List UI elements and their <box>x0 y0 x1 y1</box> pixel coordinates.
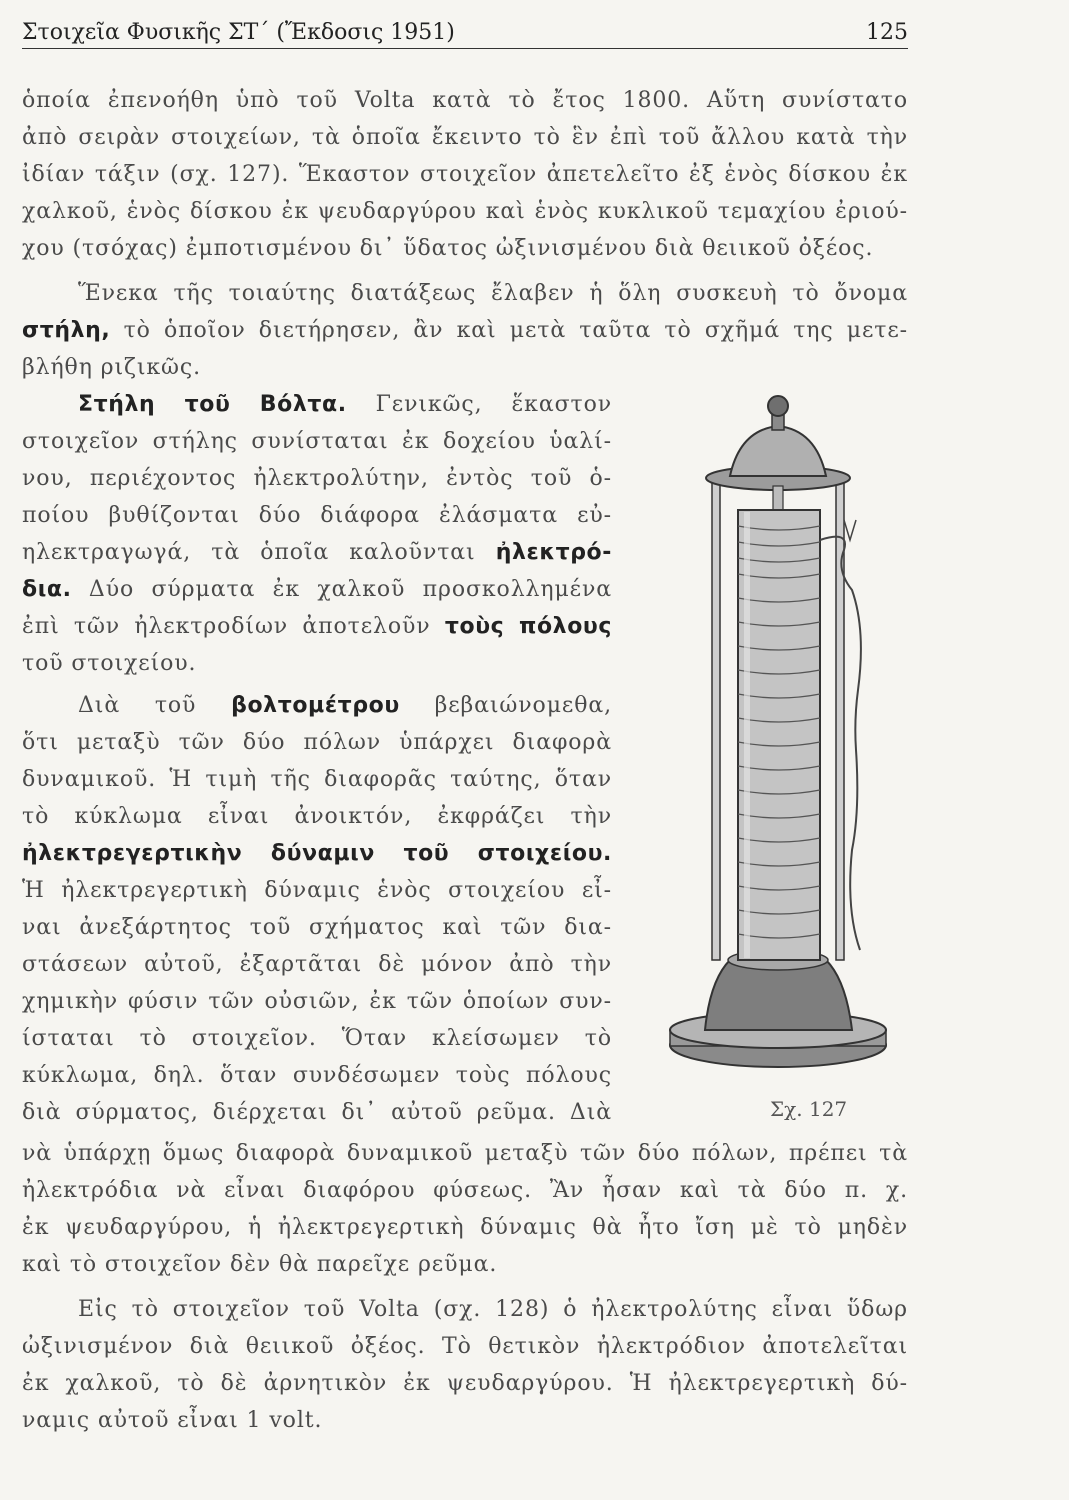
text-line: ἐκ ψευδαργύρου, ἡ ἠλεκτρεγερτικὴ δύναμις θὰ ἦτο ἴση μὲ τὸ μηδὲν <box>22 1215 908 1240</box>
text-line <box>22 614 612 640</box>
text-line: δυναμικοῦ. Ἡ τιμὴ τῆς διαφορᾶς ταύτης, ὅταν <box>22 767 612 792</box>
text-line: τὸ κύκλωμα εἶναι ἀνοικτόν, ἐκφράζει τὴν <box>22 804 612 829</box>
text-line <box>22 540 612 566</box>
text-line: Εἰς τὸ στοιχεῖον τοῦ Volta (σχ. 128) ὁ ἠλεκτρολύτης εἶναι ὕδωρ <box>78 1297 908 1322</box>
bold-term: δια. <box>22 577 72 602</box>
text-line: ποίου βυθίζονται δύο διάφορα ἐλάσματα εὐ- <box>22 503 612 528</box>
text-run: Διὰ τοῦ <box>78 693 232 718</box>
text-line: ὅτι μεταξὺ τῶν δύο πόλων ὑπάρχει διαφορὰ <box>22 730 612 755</box>
text-run: βεβαιώνομεθα, <box>399 693 612 718</box>
text-line <box>22 693 612 719</box>
text-line <box>22 577 612 603</box>
bold-term: ἠλεκτρό- <box>495 540 612 565</box>
bold-term: στήλη, <box>22 318 111 343</box>
figure-caption: Σχ. 127 <box>770 1097 848 1121</box>
text-line: Ἕνεκα τῆς τοιαύτης διατάξεως ἔλαβεν ἡ ὅλη συσκευὴ τὸ ὄνομα <box>78 281 908 306</box>
volta-pile-illustration <box>660 390 900 1090</box>
text-line: διὰ σύρματος, διέρχεται δι᾿ αὐτοῦ ρεῦμα. Διὰ <box>22 1100 612 1125</box>
pile-top-knob <box>768 396 788 416</box>
section-heading: Στήλη τοῦ Βόλτα. <box>78 392 347 417</box>
text-run: ηλεκτραγωγά, τὰ ὁποῖα καλοῦνται <box>22 540 496 565</box>
text-line: Ἡ ἠλεκτρεγερτικὴ δύναμις ἑνὸς στοιχείου εἶ- <box>22 878 612 903</box>
text-line: βλήθη ριζικῶς. <box>22 355 201 380</box>
text-line: στοιχεῖον στήλης συνίσταται ἐκ δοχείου ὑαλί- <box>22 429 612 454</box>
text-line: ἰδίαν τάξιν (σχ. 127). Ἕκαστον στοιχεῖον ἀπετελεῖτο ἐξ ἑνὸς δίσκου ἐκ <box>22 162 908 187</box>
text-line: χαλκοῦ, ἑνὸς δίσκου ἐκ ψευδαργύρου καὶ ἑνὸς κυκλικοῦ τεμαχίου ἐριού- <box>22 199 908 224</box>
running-title: Στοιχεῖα Φυσικῆς ΣΤ΄ (Ἔκδοσις 1951) <box>22 20 455 45</box>
bold-term: τοὺς πόλους <box>444 614 613 639</box>
text-run: Γενικῶς, ἕκαστον <box>346 392 612 417</box>
text-line: τοῦ στοιχείου. <box>22 651 197 676</box>
text-line: ναμις αὐτοῦ εἶναι 1 volt. <box>22 1408 323 1433</box>
text-line: ἀπὸ σειρὰν στοιχείων, τὰ ὁποῖα ἔκειντο τὸ ἓν ἐπὶ τοῦ ἄλλου κατὰ τὴν <box>22 125 908 150</box>
pile-rod-left <box>712 480 720 960</box>
text-line: ίσταται τὸ στοιχεῖον. Ὅταν κλείσωμεν τὸ <box>22 1026 612 1051</box>
text-run: ἐπὶ τῶν ἠλεκτροδίων ἀποτελοῦν <box>22 614 445 639</box>
text-line: ὠξινισμένον διὰ θειικοῦ ὀξέος. Τὸ θετικὸν ἠλεκτρόδιον ἀποτελεῖται <box>22 1334 908 1359</box>
text-run: τὸ ὁποῖον διετήρησεν, ἂν καὶ μετὰ ταῦτα τὸ σχῆμά της μετε- <box>110 318 908 343</box>
page-number: 125 <box>866 20 908 45</box>
pile-screw-rod <box>773 486 783 510</box>
text-line: καὶ τὸ στοιχεῖον δὲν θὰ παρεῖχε ρεῦμα. <box>22 1252 498 1277</box>
running-header <box>22 18 908 49</box>
text-line <box>22 392 612 418</box>
text-run: Δύο σύρματα ἐκ χαλκοῦ προσκολλημένα <box>71 577 612 602</box>
bold-term: ἠλεκτρεγερτικὴν δύναμιν τοῦ στοιχείου. <box>22 841 612 866</box>
pile-top-dome <box>730 426 826 476</box>
text-line: ὁποία ἐπενοήθη ὑπὸ τοῦ Volta κατὰ τὸ ἔτος 1800. Αὕτη συνίστατο <box>22 88 908 113</box>
text-line: ἐκ χαλκοῦ, τὸ δὲ ἀρνητικὸν ἐκ ψευδαργύρου. Ἡ ἠλεκτρεγερτικὴ δύ- <box>22 1371 908 1396</box>
text-line <box>22 318 908 344</box>
text-line <box>22 841 612 867</box>
text-line: στάσεων αὐτοῦ, ἐξαρτᾶται δὲ μόνον ἀπὸ τὴν <box>22 952 612 977</box>
text-line: χου (τσόχας) ἐμποτισμένου δι᾿ ὕδατος ὠξινισμένου διὰ θειικοῦ ὀξέος. <box>22 236 874 261</box>
bold-term: βολτομέτρου <box>231 693 400 718</box>
text-line: ναι ἀνεξάρτητος τοῦ σχήματος καὶ τῶν δια- <box>22 915 612 940</box>
text-line: κύκλωμα, δηλ. ὅταν συνδέσωμεν τοὺς πόλους <box>22 1063 612 1088</box>
text-line: νὰ ὑπάρχῃ ὅμως διαφορὰ δυναμικοῦ μεταξὺ τῶν δύο πόλων, πρέπει τὰ <box>22 1141 908 1166</box>
text-line: ἠλεκτρόδια νὰ εἶναι διαφόρου φύσεως. Ἂν ἦσαν καὶ τὰ δύο π. χ. <box>22 1178 908 1203</box>
text-line: νου, περιέχοντος ἠλεκτρολύτην, ἐντὸς τοῦ ὁ- <box>22 466 612 491</box>
text-line: χημικὴν φύσιν τῶν οὐσιῶν, ἐκ τῶν ὁποίων συν- <box>22 989 612 1014</box>
